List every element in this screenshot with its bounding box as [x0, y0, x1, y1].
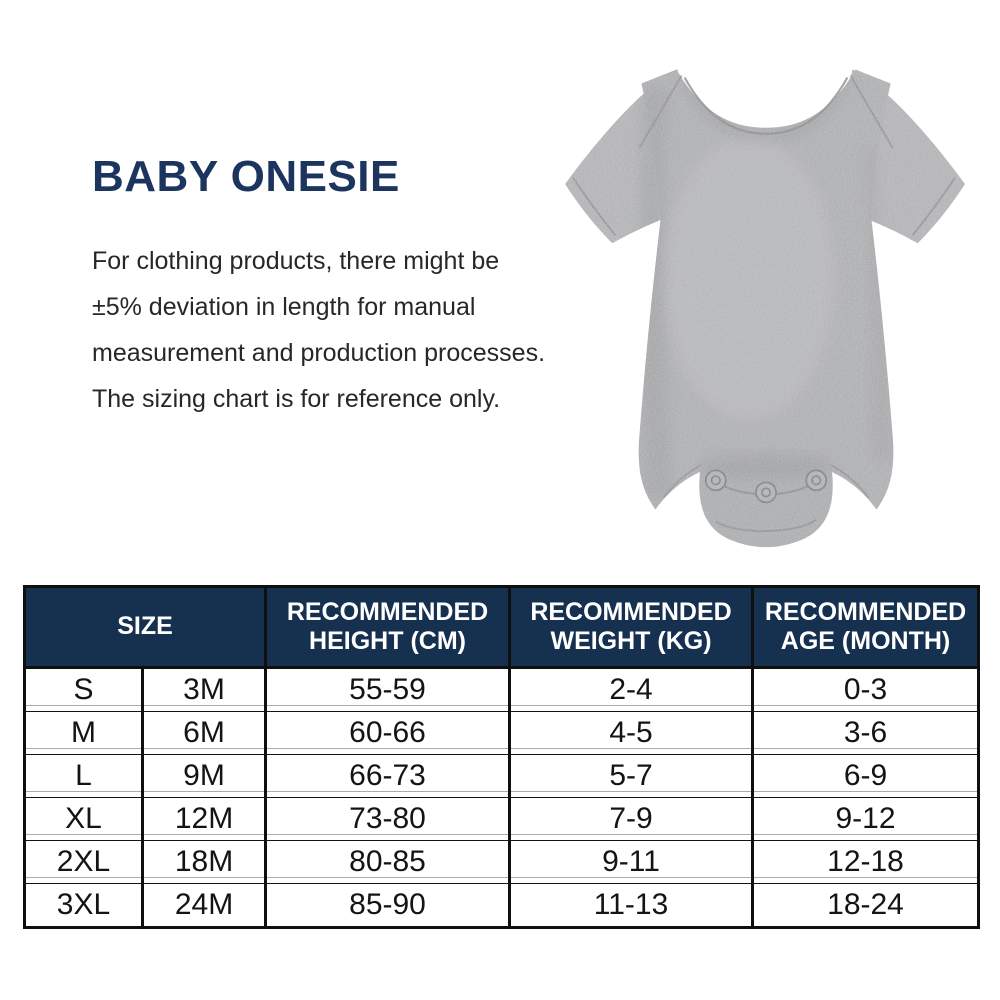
table-row	[25, 841, 979, 884]
height-cell: 73-80	[266, 798, 510, 841]
size-cell: 3XL	[25, 884, 143, 928]
month-cell: 9M	[143, 755, 266, 798]
age-cell: 12-18	[753, 841, 979, 884]
height-cell: 60-66	[266, 712, 510, 755]
size-cell: 2XL	[25, 841, 143, 884]
size-cell: XL	[25, 798, 143, 841]
description-line: The sizing chart is for reference only.	[92, 385, 501, 413]
age-cell: 9-12	[753, 798, 979, 841]
col-header-height: RECOMMENDED HEIGHT (CM)	[266, 587, 510, 668]
table-header-row	[25, 587, 979, 668]
page-title: BABY ONESIE	[92, 152, 400, 201]
description-line: For clothing products, there might be	[92, 247, 500, 275]
size-table	[23, 585, 980, 929]
table-row	[25, 755, 979, 798]
onesie-graphic	[565, 69, 965, 547]
snap-icon	[806, 470, 826, 490]
age-cell: 0-3	[753, 668, 979, 712]
height-cell: 66-73	[266, 755, 510, 798]
snap-icon	[756, 482, 776, 502]
month-cell: 18M	[143, 841, 266, 884]
description-line: ±5% deviation in length for manual	[92, 293, 476, 321]
month-cell: 12M	[143, 798, 266, 841]
table-row	[25, 668, 979, 712]
table-row	[25, 884, 979, 928]
weight-cell: 11-13	[510, 884, 753, 928]
size-cell: S	[25, 668, 143, 712]
size-cell: M	[25, 712, 143, 755]
weight-cell: 2-4	[510, 668, 753, 712]
col-header-weight: RECOMMENDED WEIGHT (KG)	[510, 587, 753, 668]
month-cell: 6M	[143, 712, 266, 755]
col-header-age: RECOMMENDED AGE (MONTH)	[753, 587, 979, 668]
snap-icon	[706, 470, 726, 490]
height-cell: 85-90	[266, 884, 510, 928]
weight-cell: 7-9	[510, 798, 753, 841]
weight-cell: 9-11	[510, 841, 753, 884]
intro-section	[92, 152, 572, 422]
table-row	[25, 712, 979, 755]
age-cell: 6-9	[753, 755, 979, 798]
month-cell: 3M	[143, 668, 266, 712]
month-cell: 24M	[143, 884, 266, 928]
height-cell: 55-59	[266, 668, 510, 712]
baby-onesie-image	[543, 26, 985, 566]
age-cell: 3-6	[753, 712, 979, 755]
size-cell: L	[25, 755, 143, 798]
age-cell: 18-24	[753, 884, 979, 928]
product-photo	[543, 26, 985, 566]
weight-cell: 4-5	[510, 712, 753, 755]
height-cell: 80-85	[266, 841, 510, 884]
product-description	[92, 238, 572, 422]
description-line: measurement and production processes.	[92, 339, 546, 367]
weight-cell: 5-7	[510, 755, 753, 798]
col-header-size: SIZE	[25, 587, 266, 668]
table-row	[25, 798, 979, 841]
